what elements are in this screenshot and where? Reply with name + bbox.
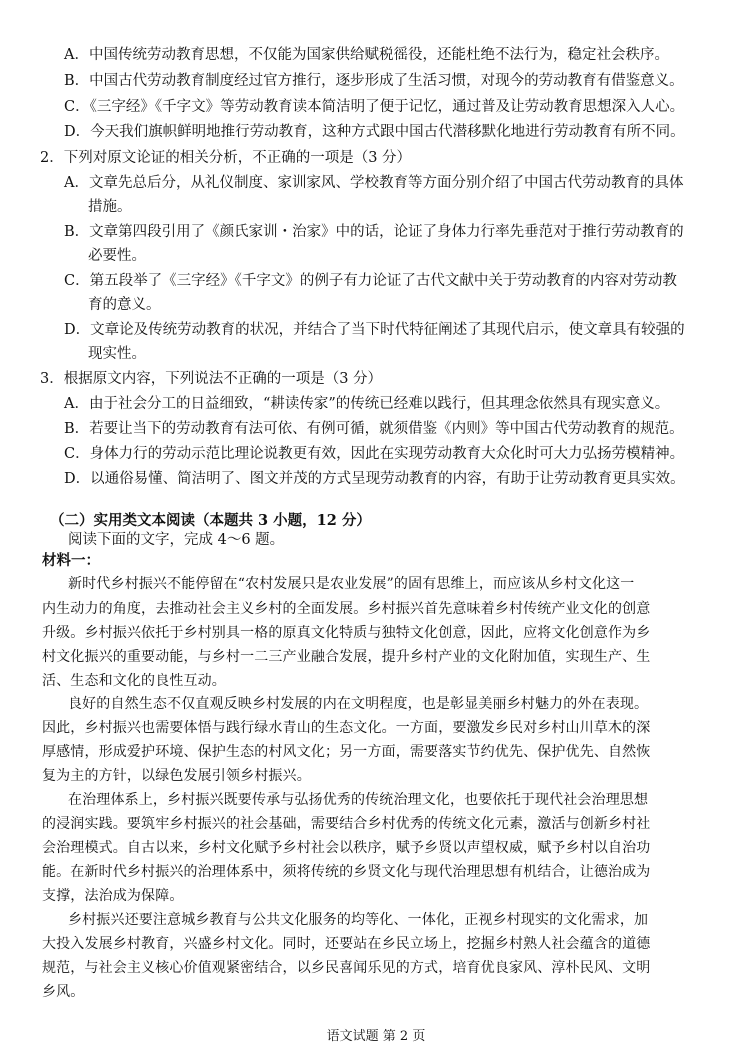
passage-line: 内生动力的角度，去推动社会主义乡村的全面发展。乡村振兴首先意味着乡村传统产业文化的创意 (42, 601, 651, 617)
passage-line: 活、生态和文化的良性互动。 (42, 673, 226, 689)
q2-option-a: A．文章先总后分，从礼仪制度、家训家风、学校教育等方面分别介绍了中国古代劳动教育的具体 (64, 175, 684, 191)
q3-option-a: A．由于社会分工的日益细致，“耕读传家”的传统已经难以践行，但其理念依然具有现实意义。 (64, 396, 670, 412)
q1-option-d: D．今天我们旗帜鲜明地推行劳动教育，这种方式跟中国古代潜移默化地进行劳动教育有所不同。 (64, 124, 685, 140)
passage-line: 乡村振兴还要注意城乡教育与公共文化服务的均等化、一体化，正视乡村现实的文化需求，加 (68, 912, 649, 928)
material-label: 材料一： (42, 552, 100, 569)
passage-line: 会治理模式。自古以来，乡村文化赋予乡村社会以秩序，赋予乡贤以声望权威，赋予乡村以自治功 (42, 840, 651, 856)
q2-stem: 2．下列对原文论证的相关分析，不正确的一项是（3 分） (40, 150, 412, 166)
passage-line: 因此，乡村振兴也需要体悟与践行绿水青山的生态文化。一方面，要激发乡民对乡村山川草木的深 (42, 720, 651, 736)
passage-line: 厚感情，形成爱护环境、保护生态的村风文化；另一方面，需要落实节约优先、保护优先、自然恢 (42, 744, 651, 760)
passage-line: 大投入发展乡村教育，兴盛乡村文化。同时，还要站在乡民立场上，挖掘乡村熟人社会蕴含的道德 (42, 936, 651, 952)
q3-option-d: D．以通俗易懂、简洁明了、图文并茂的方式呈现劳动教育的内容，有助于让劳动教育更具实效。 (64, 471, 685, 487)
q2-option-c: C．第五段举了《三字经》《千字文》的例子有力论证了古代文献中关于劳动教育的内容对劳动教 (64, 273, 677, 289)
passage-line: 良好的自然生态不仅直观反映乡村发展的内在文明程度，也是彰显美丽乡村魅力的外在表现。 (68, 696, 649, 712)
q2-option-d-cont: 现实性。 (88, 346, 146, 362)
passage-line: 复为主的方针，以绿色发展引领乡村振兴。 (42, 768, 311, 784)
section-instruction: 阅读下面的文字，完成 4～6 题。 (68, 532, 285, 548)
q2-option-a-cont: 措施。 (88, 199, 132, 215)
page-footer: 语文试题 第 2 页 (326, 1029, 426, 1044)
q2-option-c-cont: 育的意义。 (88, 297, 161, 313)
q2-option-b-cont: 必要性。 (88, 248, 146, 264)
passage-line: 在治理体系上，乡村振兴既要传承与弘扬优秀的传统治理文化，也要依托于现代社会治理思想 (68, 792, 649, 808)
passage-line: 能。在新时代乡村振兴的治理体系中，须将传统的乡贤文化与现代治理思想有机结合，让德治成为 (42, 864, 651, 880)
passage-line: 村文化振兴的重要动能，与乡村一二三产业融合发展，提升乡村产业的文化附加值，实现生产、生 (42, 649, 651, 665)
q2-option-d: D．文章论及传统劳动教育的状况，并结合了当下时代特征阐述了其现代启示，使文章具有较强的 (64, 322, 685, 338)
passage-line: 的浸润实践。要筑牢乡村振兴的社会基础，需要结合乡村优秀的传统文化元素，激活与创新乡村社 (42, 816, 651, 832)
passage-line: 支撑，法治成为保障。 (42, 888, 184, 904)
q3-option-b: B．若要让当下的劳动教育有法可依、有例可循，就须借鉴《内则》等中国古代劳动教育的规范。 (64, 421, 684, 437)
passage-line: 升级。乡村振兴依托于乡村别具一格的原真文化特质与独特文化创意，因此，应将文化创意作为乡 (42, 625, 651, 641)
passage-line: 新时代乡村振兴不能停留在“农村发展只是农业发展”的固有思维上，而应该从乡村文化这一 (68, 576, 635, 592)
q3-option-c: C．身体力行的劳动示范比理论说教更有效，因此在实现劳动教育大众化时可大力弘扬劳模精神。 (64, 446, 685, 462)
q3-stem: 3．根据原文内容，下列说法不正确的一项是（3 分） (40, 371, 383, 387)
q1-option-b: B．中国古代劳动教育制度经过官方推行，逐步形成了生活习惯，对现今的劳动教育有借鉴意义。 (64, 73, 684, 89)
q1-option-c: C．《三字经》《千字文》等劳动教育读本简洁明了便于记忆，通过普及让劳动教育思想深入人心。 (64, 99, 685, 115)
q2-option-b: B．文章第四段引用了《颜氏家训・治家》中的话，论证了身体力行率先垂范对于推行劳动教育的 (64, 224, 684, 240)
q1-option-a: A．中国传统劳动教育思想，不仅能为国家供给赋税徭役，还能杜绝不法行为，稳定社会秩序。 (64, 47, 669, 63)
passage-line: 规范，与社会主义核心价值观紧密结合，以乡民喜闻乐见的方式，培育优良家风、淳朴民风、文明 (42, 960, 651, 976)
section-title: （二）实用类文本阅读（本题共 3 小题，12 分） (50, 512, 371, 529)
passage-line: 乡风。 (42, 984, 85, 1000)
